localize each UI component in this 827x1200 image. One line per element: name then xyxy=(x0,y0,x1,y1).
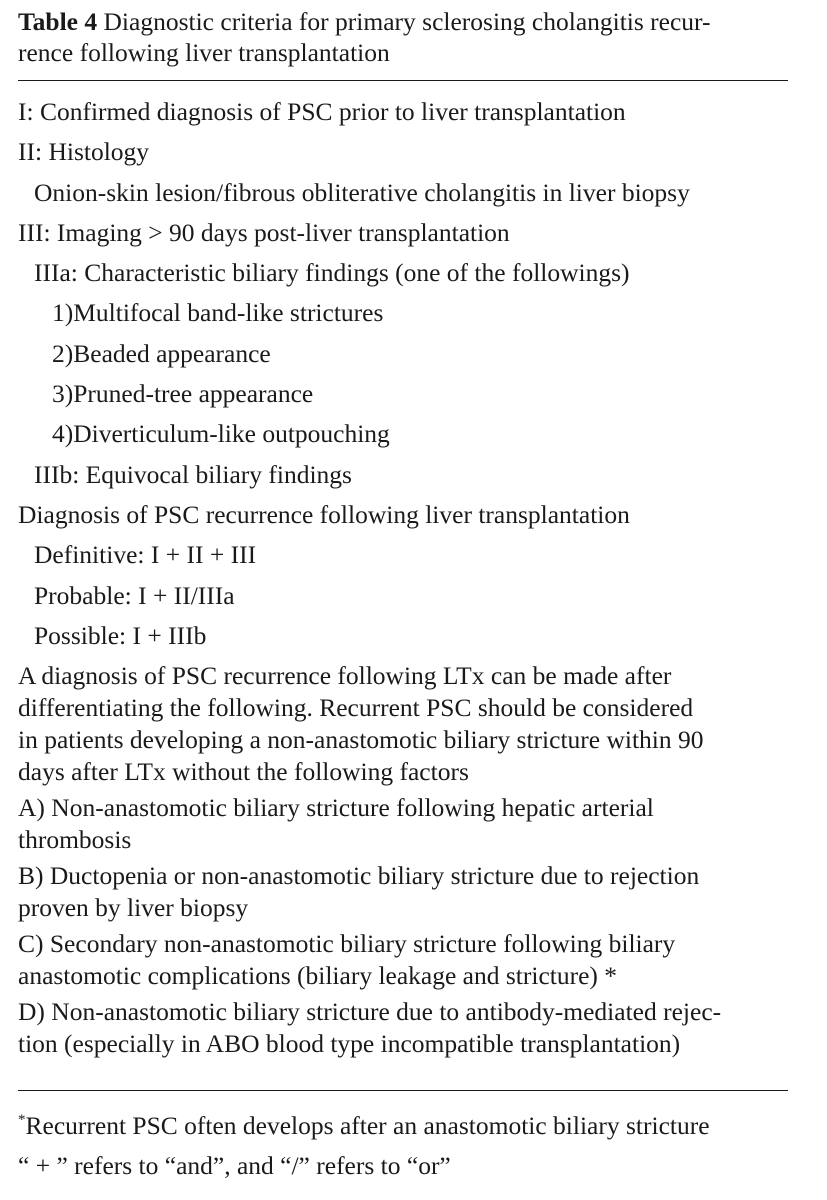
criterion-iiib: IIIb: Equivocal biliary findings xyxy=(34,459,352,489)
criterion-iiia-item: 3)Pruned-tree appearance xyxy=(52,379,314,409)
table-body xyxy=(18,92,798,1064)
diagnosis-probable: Probable: I + II/IIIa xyxy=(34,580,235,610)
differential-a xyxy=(18,792,798,856)
criterion-iii: III: Imaging > 90 days post-liver transplantation xyxy=(18,217,510,247)
criterion-iiia-item: 4)Diverticulum-like outpouching xyxy=(52,419,390,449)
table-footnotes xyxy=(18,1106,808,1186)
diagnosis-definitive: Definitive: I + II + III xyxy=(34,540,257,570)
differential-intro-line: differentiating the following. Recurrent PSC should be considered xyxy=(18,693,694,723)
criterion-iiia-item: 2)Beaded appearance xyxy=(52,338,271,368)
differential-a-line: A) Non-anastomotic biliary stricture following hepatic arterial xyxy=(18,793,654,823)
criterion-ii: II: Histology xyxy=(18,137,150,167)
caption-text-line2: rence following liver transplantation xyxy=(18,38,390,67)
differential-b-line: proven by liver biopsy xyxy=(18,893,249,923)
caption-text-line1: Diagnostic criteria for primary sclerosing cholangitis recur- xyxy=(103,7,711,36)
differential-c xyxy=(18,928,798,992)
bottom-rule xyxy=(18,1090,788,1091)
footnote-2: “ + ” refers to “and”, and “/” refers to “or” xyxy=(18,1151,451,1180)
differential-c-line: anastomotic complications (biliary leakage and stricture) * xyxy=(18,961,618,991)
differential-b xyxy=(18,860,798,924)
differential-d-line: tion (especially in ABO blood type incompatible transplantation) xyxy=(18,1029,681,1059)
differential-intro-line: days after LTx without the following factors xyxy=(18,757,469,787)
diagnosis-heading: Diagnosis of PSC recurrence following liver transplantation xyxy=(18,499,630,529)
differential-intro-line: in patients developing a non-anastomotic biliary stricture within 90 xyxy=(18,725,704,755)
footnote-marker: * xyxy=(18,1112,26,1128)
diagnosis-possible: Possible: I + IIIb xyxy=(34,620,207,650)
footnote-1 xyxy=(18,1106,808,1146)
criterion-iiia-item: 1)Multifocal band-like strictures xyxy=(52,298,384,328)
table-caption xyxy=(18,6,810,68)
differential-c-line: C) Secondary non-anastomotic biliary stricture following biliary xyxy=(18,929,676,959)
top-rule xyxy=(18,80,788,81)
criterion-i: I: Confirmed diagnosis of PSC prior to liver transplantation xyxy=(18,97,626,126)
differential-d xyxy=(18,996,798,1060)
differential-d-line: D) Non-anastomotic biliary stricture due to antibody-mediated rejec- xyxy=(18,997,722,1027)
table-label: Table 4 xyxy=(18,7,98,36)
criterion-ii-detail: Onion-skin lesion/fibrous obliterative cholangitis in liver biopsy xyxy=(34,177,690,207)
differential-b-line: B) Ductopenia or non-anastomotic biliary stricture due to rejection xyxy=(18,861,700,891)
differential-a-line: thrombosis xyxy=(18,825,132,855)
differential-intro-line: A diagnosis of PSC recurrence following LTx can be made after xyxy=(18,661,672,691)
footnote-1-text: Recurrent PSC often develops after an anastomotic biliary stricture xyxy=(25,1111,710,1140)
criterion-iiia: IIIa: Characteristic biliary findings (one of the followings) xyxy=(34,258,630,288)
differential-intro xyxy=(18,660,798,788)
